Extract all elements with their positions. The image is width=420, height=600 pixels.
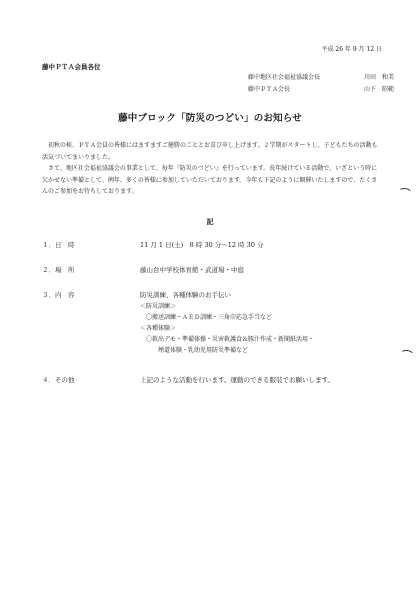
sender-organization: 藤中地区社会福祉協議会長 — [248, 74, 321, 81]
sender-name: 川田 和美 — [364, 74, 395, 81]
body-paragraph — [42, 140, 382, 163]
body-paragraph — [42, 163, 382, 198]
body-text: 初秋の候、ＰＴＡ会員の皆様にはますますご健勝のこととお喜び申し上げます。２学期がスタートし、子どもたちの活動も活気づいてまいりました。 — [42, 142, 378, 161]
detail-line: 〇救出デモ・準備体操・災害救護食＆豚汁作成・新聞紙活用・ — [146, 336, 315, 343]
item-label: ４．その他 — [42, 376, 75, 384]
item-value: 防災訓練、各種体験のお手伝い — [140, 291, 231, 299]
item-label: １．日 時 — [42, 241, 75, 249]
sender-line — [248, 84, 394, 93]
sender-organization: 藤中ＰＴＡ会長 — [248, 86, 291, 93]
detail-heading-drill: ＜防災訓練＞ — [140, 303, 177, 310]
sender-line — [248, 72, 394, 81]
item-label: ２．場 所 — [42, 266, 75, 274]
item-value: 11 月 1 日(土) 8 時 30 分～12 時 30 分 — [140, 241, 264, 249]
body-text: さて、地区社会福祉協議会の事業として、毎年『防災のつどい』を行っています。長年続けている活動で、いざという時に欠かせない準備として、例年、多くの皆様に参加していただいております。今年も下記のように開催いたしますので、たくさんのご参加をお待ちしております。 — [42, 165, 378, 195]
detail-line: 煙道体験・乳幼児用防災準備など — [158, 347, 249, 354]
ki-heading: 記 — [206, 217, 214, 226]
addressee: 藤中ＰＴＡ会員各位 — [42, 63, 101, 71]
detail-heading-experience: ＜各種体験＞ — [140, 325, 177, 332]
sender-name: 山下 昭範 — [364, 86, 395, 93]
binder-hole-mark — [397, 187, 412, 199]
item-label: ３．内 容 — [42, 291, 75, 299]
item-value: 藤山台中学校体育館・武道場・中庭 — [140, 266, 244, 274]
document-date: 平成 26 年 9 月 12 日 — [321, 46, 382, 53]
detail-line: 〇搬送訓練・ＡＥＤ訓練・三角巾応急手当など — [146, 314, 273, 321]
binder-hole-mark — [399, 349, 414, 361]
item-value: 上記のような活動を行います。運動のできる服装でお願いします。 — [140, 376, 334, 384]
document-title: 藤中ブロック「防災のつどい」のお知らせ — [118, 113, 302, 124]
